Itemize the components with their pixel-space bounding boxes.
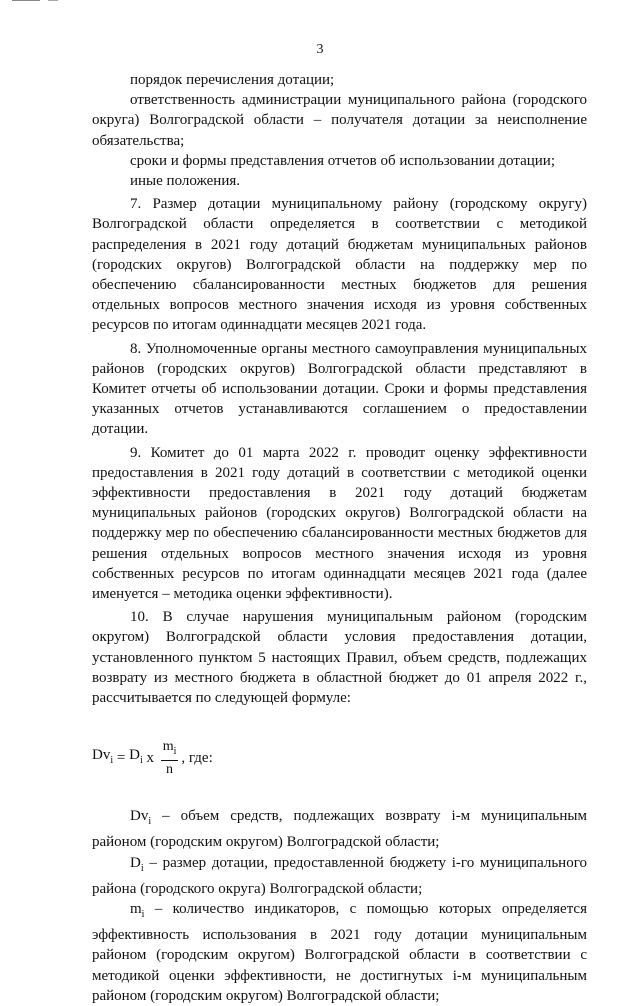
formula-lhs: $Dv_i$ — [92, 747, 114, 767]
list-line: ответственность администрации муниципального района (городского округа) Волгоградской области – получателя дотации за неисполнение обязательства; — [92, 92, 587, 149]
definition-dv: $Dv_i$ – объем средств, подлежащих возврату i-м муниципальным районом (городским округом) Волгоградской области; — [92, 808, 587, 851]
definition-m: $m_i$ – количество индикаторов, с помощью которых определяется эффективность использования в 2021 году дотации муниципальным районом (городским округом) Волгоградской области в соответствии с методикой оценки эффективности, не достигнутых i-м муниципальным районом (городским округом) Волгоградской области; — [92, 900, 587, 1004]
formula — [92, 738, 587, 778]
document-body — [92, 70, 587, 1006]
paragraph-8: 8. Уполномоченные органы местного самоуправления муниципальных районов (городских округов) Волгоградской области представляют в Комитет отчеты об использовании дотации. Сроки и формы представления указанных отчетов устанавливаются соглашением о предоставлении дотации. — [92, 340, 587, 438]
formula-tail: , где: — [181, 750, 213, 767]
formula-d: $D_i$ — [129, 747, 143, 767]
list-line: сроки и формы представления отчетов об использовании дотации; — [130, 152, 555, 169]
formula-equals: = — [113, 750, 130, 767]
scan-corner-mark — [48, 0, 58, 4]
list-line: порядок перечисления дотации; — [130, 72, 335, 88]
formula-fraction — [161, 738, 179, 778]
fraction-denominator: n — [166, 762, 174, 778]
list-line: иные положения. — [130, 173, 241, 190]
fraction-numerator: $m_i$ — [161, 738, 179, 761]
paragraph-9: 9. Комитет до 01 марта 2022 г. проводит оценку эффективности предоставления в 2021 году дотаций в соответствии с методикой оценки эффективности предоставления в 2021 году дотаций бюджетам муниципальных районов (городских округов) Волгоградской области на поддержку мер по обеспечению сбалансированности местных бюджетов для решения отдельных вопросов местного значения исходя из уровня собственных ресурсов по итогам одиннадцати месяцев 2021 года (далее именуется – методика оценки эффективности). — [92, 444, 587, 603]
page-number: 3 — [316, 42, 324, 57]
scan-corner-mark — [12, 0, 40, 5]
paragraph-10: 10. В случае нарушения муниципальным районом (городским округом) Волгоградской области условия предоставления дотации, установленного пунктом 5 настоящих Правил, объем средств, подлежащих возврату из местного бюджета в областной бюджет до 01 апреля 2022 г., рассчитывается по следующей формуле: — [92, 609, 587, 707]
formula-times: x — [142, 750, 158, 767]
definition-d: $D_i$ – размер дотации, предоставленной бюджету i-го муниципального района (городского округа) Волгоградской области; — [92, 854, 587, 897]
paragraph-7: 7. Размер дотации муниципальному району (городскому округу) Волгоградской области определяется в соответствии с методикой распределения в 2021 году дотаций бюджетам муниципальных районов (городских округов) Волгоградской области на поддержку мер по обеспечению сбалансированности местных бюджетов для решения отдельных вопросов местного значения исходя из уровня собственных ресурсов по итогам одиннадцати месяцев 2021 года. — [92, 196, 587, 334]
